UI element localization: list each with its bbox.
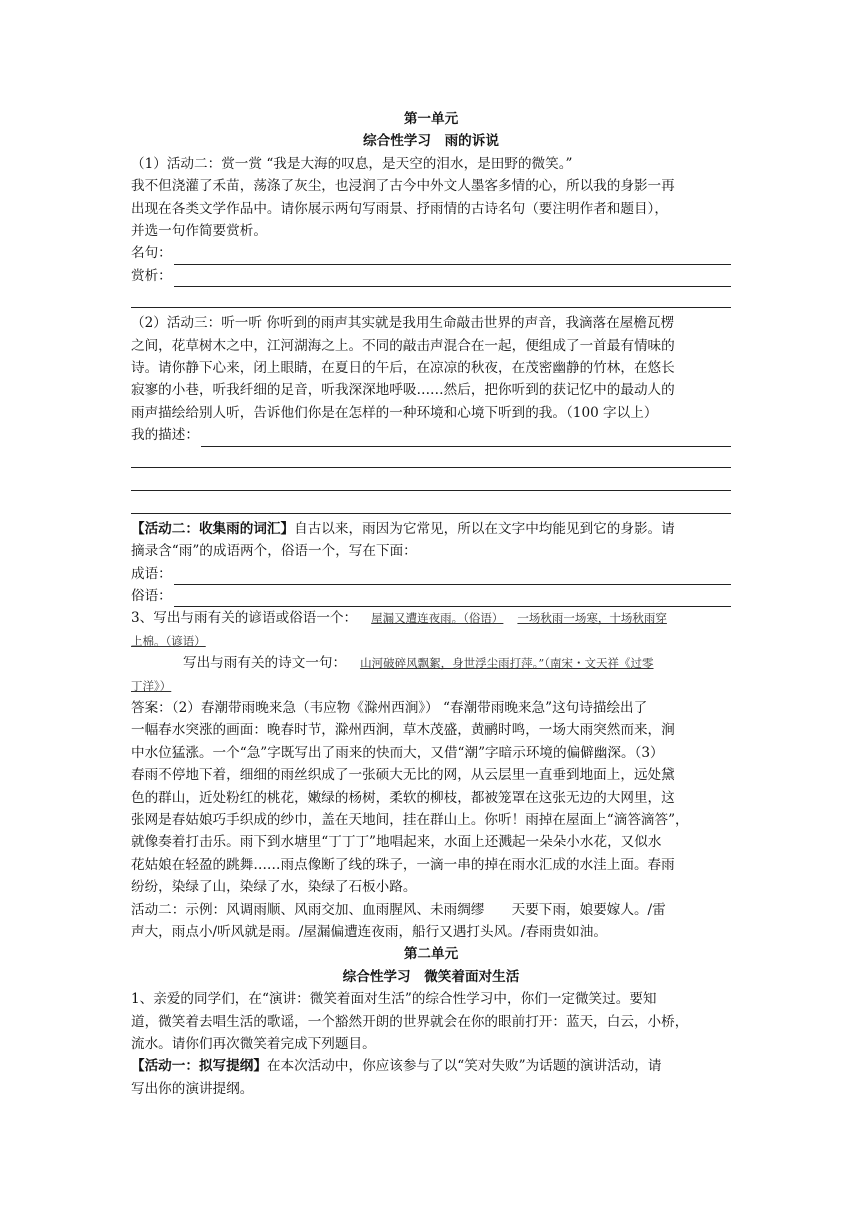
answer-line: 就像奏着打击乐。雨下到水塘里“丁丁丁”地唱起来，水面上还溅起一朵朵小水花，又似水 [131, 834, 662, 851]
activity1-tag: 【活动一：拟写提纲】 [131, 1058, 267, 1075]
activity1-text: 在本次活动中，你应该参与了以“笑对失败”为话题的演讲活动，请 [266, 1058, 662, 1075]
q2-body-line: （2）活动三：听一听 你听到的雨声其实就是我用生命敲击世界的声音，我滴落在屋檐瓦楞 [131, 315, 675, 332]
q1-body-line: 我不但浇灌了禾苗，荡涤了灰尘，也浸润了古今中外文人墨客多情的心，所以我的身影一再 [131, 178, 675, 195]
saying-field [131, 585, 731, 607]
description-label: 我的描述： [131, 427, 199, 444]
idiom-field [131, 563, 731, 585]
unit2-text-line: 流水。请你们再次微笑着完成下列题目。 [131, 1036, 376, 1053]
answer-line: 纷纷，染绿了山，染绿了水，染绿了石板小路。 [131, 879, 417, 896]
q3-heading: 3、写出与雨有关的谚语或俗语一个： [131, 610, 358, 627]
activity2-answer-line: 活动二：示例：风调雨顺、风雨交加、血雨腥风、未雨绸缪 天要下雨，娘要嫁人。/雷 [131, 901, 666, 918]
saying-label: 俗语： [131, 587, 172, 604]
activity2-heading [131, 518, 731, 540]
idiom-label: 成语： [131, 565, 172, 582]
activity1-text-line: 写出你的演讲提纲。 [131, 1080, 254, 1097]
q4-line [131, 675, 731, 697]
activity2-text-line: 摘录含“雨”的成语两个，俗语一个，写在下面： [131, 543, 417, 560]
famous-line-blank[interactable] [174, 249, 731, 265]
famous-line-label: 名句： [131, 245, 172, 262]
q4-answer: 山河破碎风飘絮，身世浮尘雨打萍。”（南宋・文天祥《过零 [360, 656, 654, 671]
q1-heading: （1）活动二：赏一赏 “我是大海的叹息，是天空的泪水，是田野的微笑。” [131, 155, 573, 172]
unit2-text-line: 1、亲爱的同学们，在“演讲：微笑着面对生活”的综合性学习中，你们一定微笑过。要知 [131, 991, 657, 1008]
answer-blank-line[interactable] [131, 447, 731, 468]
idiom-blank[interactable] [174, 569, 731, 585]
answer-line: 色的群山，近处粉红的桃花，嫩绿的杨树，柔软的柳枝，都被笼罩在这张无边的大网里，这 [131, 789, 675, 806]
q4-answer: 丁洋》） [131, 678, 172, 693]
answer-line: 花姑娘在轻盈的跳舞……雨点像断了线的珠子，一滴一串的掉在雨水汇成的水洼上面。春雨 [131, 856, 675, 873]
appreciation-blank[interactable] [174, 271, 731, 287]
activity2-text: 自古以来，雨因为它常见，所以在文字中均能见到它的身影。请 [294, 520, 675, 537]
famous-line-field [131, 242, 731, 264]
q4-line [131, 652, 731, 674]
answer-line: 春雨不停地下着，细细的雨丝织成了一张硕大无比的网，从云层里一直垂到地面上，远处黛 [131, 767, 675, 784]
appreciation-field [131, 265, 731, 287]
answer-line: 中水位猛涨。一个“急”字既写出了雨来的快而大，又借“潮”字暗示环境的偏僻幽深。（3） [131, 744, 664, 761]
appreciation-label: 赏析： [131, 267, 172, 284]
unit2-subtitle: 综合性学习 微笑着面对生活 [342, 968, 520, 985]
unit1-title: 第一单元 [403, 111, 459, 127]
unit2-title: 第二单元 [403, 946, 459, 963]
answer-blank-line[interactable] [131, 470, 731, 491]
q1-body-line: 并选一句作简要赏析。 [131, 223, 267, 240]
answer-line: 一幅春水突涨的画面：晚春时节，滁州西涧，草木茂盛，黄鹂时鸣，一场大雨突然而来，涧 [131, 722, 675, 739]
worksheet-page [131, 108, 731, 1100]
q3-line [131, 630, 731, 652]
q2-body-line: 雨声描绘给别人听，告诉他们你是在怎样的一种环境和心境下听到的我。（100 字以上） [131, 404, 658, 421]
activity1-heading [131, 1055, 731, 1077]
q3-answer: 一场秋雨一场寒，十场秋雨穿 [517, 611, 667, 626]
q3-line [131, 607, 731, 629]
q3-answer: 上棉。（谚语） [131, 633, 206, 648]
unit2-text-line: 道，微笑着去唱生活的歌谣，一个豁然开朗的世界就会在你的眼前打开：蓝天，白云，小桥， [131, 1013, 689, 1030]
description-field [131, 424, 731, 446]
answer-line: 张网是春姑娘巧手织成的纱巾，盖在天地间，挂在群山上。你听！雨掉在屋面上“滴答滴答”， [131, 811, 689, 828]
activity2-answer-line: 声大，雨点小/听风就是雨。/屋漏偏遭连夜雨，船行又遇打头风。/春雨贵如油。 [131, 924, 607, 940]
unit1-subtitle: 综合性学习 雨的诉说 [363, 133, 499, 150]
answer-blank-line[interactable] [131, 493, 731, 514]
answer-blank-line[interactable] [131, 287, 731, 308]
saying-blank[interactable] [174, 591, 731, 607]
description-blank[interactable] [201, 431, 731, 447]
answer-line: 答案：（2）春潮带雨晚来急（韦应物《滁州西涧》） “春潮带雨晚来急”这句诗描绘出了 [131, 699, 648, 716]
q2-body-line: 之间，花草树木之中，江河湖海之上。不同的敲击声混合在一起，便组成了一首最有情味的 [131, 337, 675, 354]
q2-body-line: 寂寥的小巷，听我纤细的足音，听我深深地呼吸……然后，把你听到的获记忆中的最动人的 [131, 382, 675, 399]
activity2-tag: 【活动二：收集雨的词汇】 [131, 520, 295, 537]
q1-body-line: 出现在各类文学作品中。请你展示两句写雨景、抒雨情的古诗名句（要注明作者和题目）， [131, 200, 668, 217]
q2-body-line: 诗。请你静下心来，闭上眼睛，在夏日的午后，在凉凉的秋夜，在茂密幽静的竹林，在悠长 [131, 360, 675, 377]
q3-answer: 屋漏又遭连夜雨。（俗语） [371, 611, 504, 626]
q4-heading: 写出与雨有关的诗文一句： [183, 655, 347, 672]
